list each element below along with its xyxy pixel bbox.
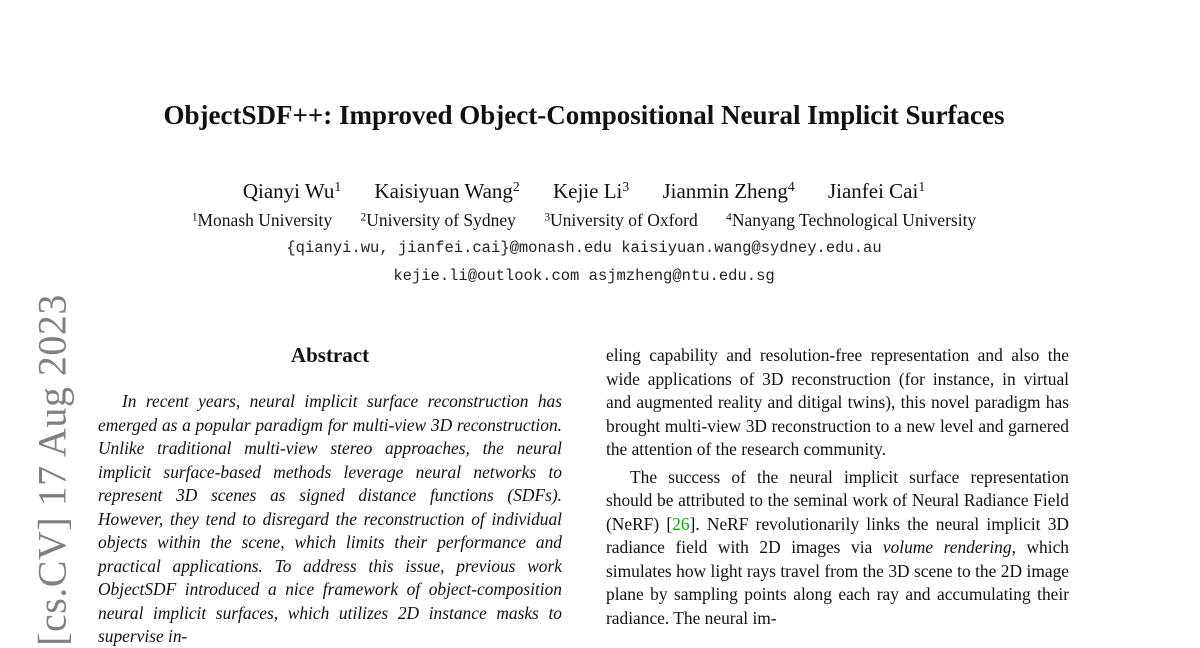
author: Kejie Li$^3$ — [552, 179, 630, 203]
intro-paragraph: eling capability and resolution-free representation and also the wide applications of 3D reconstruction (for instance, in virtual and augmented reality and ditigal twins), this novel paradigm has brought multi-view 3D reconstruction to a new level and garnered the attention of the research community. — [606, 345, 1069, 459]
author: Kaisiyuan Wang$^2$ — [374, 179, 520, 203]
author-list — [0, 176, 1168, 206]
affiliation: $^1$Monash University — [191, 210, 333, 230]
affiliation: $^2$University of Sydney — [360, 210, 516, 230]
abstract-text: In recent years, neural implicit surface reconstruction has emerged as a popular paradigm for multi-view 3D reconstruction. Unlike traditional multi-view stereo approaches, the neural implicit surface-based methods leverage neural networks to represent 3D scenes as signed distance functions (SDFs). However, they tend to disregard the reconstruction of individual objects within the scene, which limits their performance and practical applications. To address this issue, previous work ObjectSDF introduced a nice framework of object-composition neural implicit surfaces, which utilizes 2D instance masks to supervise in- — [98, 391, 562, 646]
intro-paragraph: The success of the neural implicit surface representation should be attributed to the seminal work of Neural Radiance Field (NeRF) [26]. NeRF revolutionarily links the neural implicit 3D radiance field with 2D images via volume rendering, which simulates how light rays travel from the 3D scene to the 2D image plane by sampling points along each ray and accumulating their radiance. The neural im- — [606, 466, 1069, 628]
author: Qianyi Wu$^1$ — [242, 179, 342, 203]
arxiv-stamp: [cs.CV] 17 Aug 2023 — [29, 294, 75, 646]
affiliation: $^3$University of Oxford — [544, 210, 698, 230]
author: Jianfei Cai$^1$ — [827, 179, 926, 203]
affiliation-list — [0, 208, 1168, 232]
paper-title: ObjectSDF++: Improved Object-Compositional Neural Implicit Surfaces — [163, 100, 1005, 130]
email-line: kejie.li@outlook.com asjmzheng@ntu.edu.sg — [393, 267, 775, 285]
author: Jianmin Zheng$^4$ — [662, 179, 795, 203]
citation-link[interactable]: 26 — [672, 513, 690, 534]
affiliation: $^4$Nanyang Technological University — [726, 210, 977, 230]
intro-column — [606, 344, 1069, 634]
email-line: {qianyi.wu, jianfei.cai}@monash.edu kaisiyuan.wang@sydney.edu.au — [286, 239, 882, 257]
abstract-heading: Abstract — [290, 343, 370, 367]
